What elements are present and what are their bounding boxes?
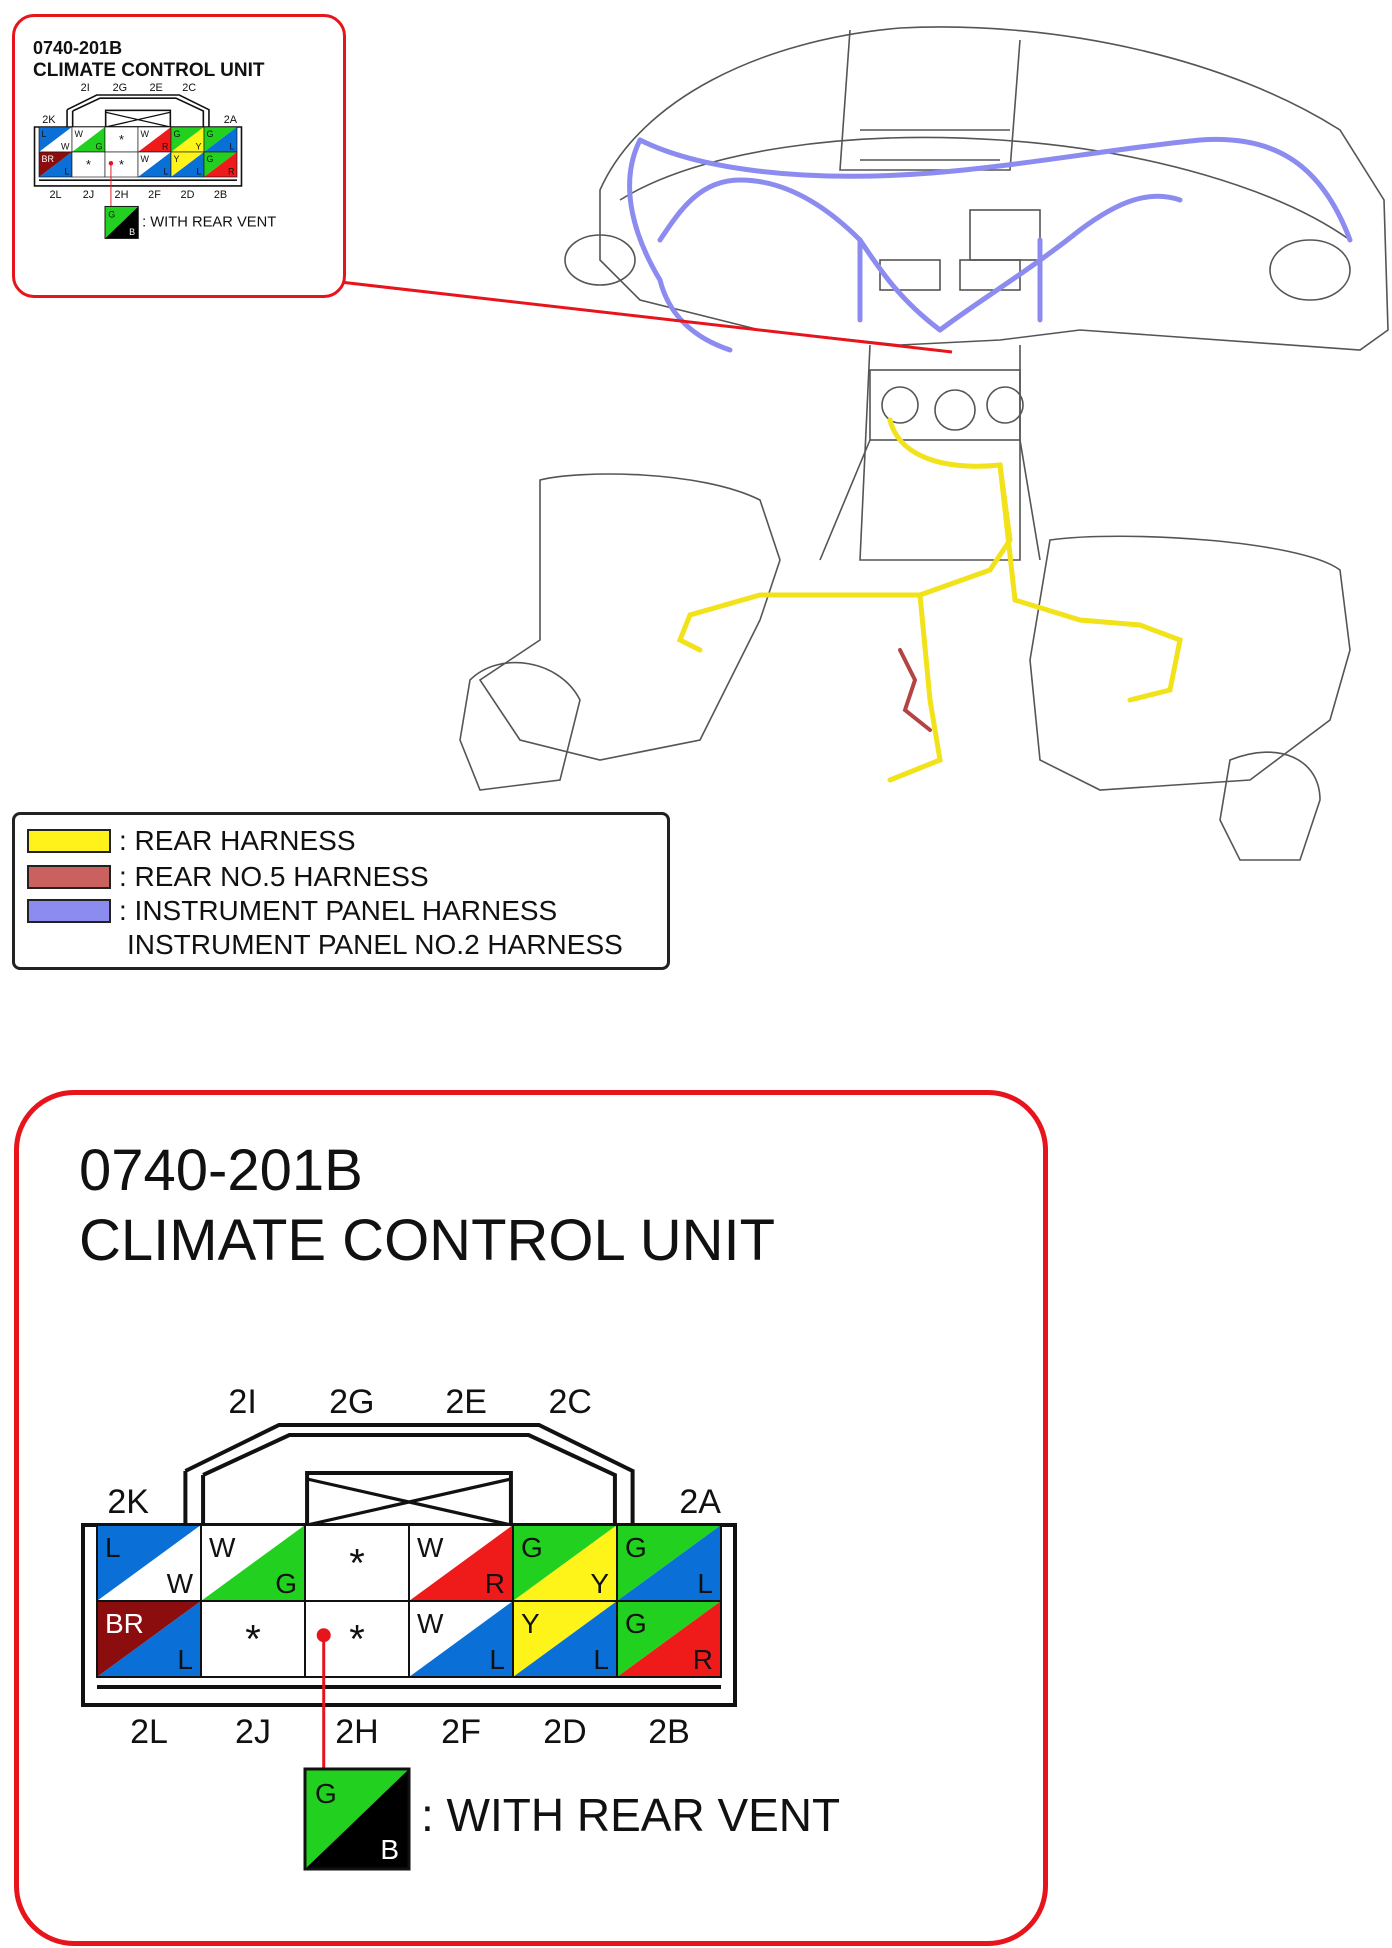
legend-swatch — [27, 899, 111, 923]
pin-unused-symbol: * — [349, 1617, 365, 1662]
connector-pin — [204, 152, 237, 177]
pin-color-top: L — [41, 129, 47, 140]
pin-unused-symbol: * — [119, 157, 124, 172]
pin-color-bottom: L — [229, 141, 235, 152]
pin-color-bottom: L — [697, 1568, 713, 1599]
pin-color-top: G — [206, 129, 214, 140]
connector-diagram-large — [19, 1095, 1043, 1941]
pin-color-top: Y — [173, 154, 180, 165]
pin-label-2k: 2K — [42, 114, 56, 127]
pin-color-top: W — [417, 1532, 444, 1563]
pin-label-bottom: 2D — [180, 189, 195, 202]
connector-title: CLIMATE CONTROL UNIT — [33, 60, 265, 81]
pin-label-2a: 2A — [223, 114, 238, 127]
pin-label-top: 2C — [548, 1383, 592, 1421]
pin-color-bottom: Y — [195, 141, 202, 152]
pin-color-top: W — [74, 129, 84, 140]
pin-color-bottom: W — [60, 141, 70, 152]
pin-label-bottom: 2H — [335, 1713, 379, 1751]
pin-color-bottom: L — [177, 1644, 193, 1675]
pin-color-bottom: G — [275, 1568, 297, 1599]
pin-label-top: 2E — [445, 1383, 487, 1421]
pin-color-bottom: R — [692, 1644, 713, 1675]
pin-color-bottom: L — [196, 166, 202, 177]
pin-color-top: G — [521, 1532, 543, 1563]
connector-pin — [204, 127, 237, 152]
pin-label-top: 2C — [182, 82, 197, 95]
pin-color-top: G — [625, 1608, 647, 1639]
pin-color-top: G — [108, 209, 116, 220]
pin-label-bottom: 2J — [82, 189, 95, 202]
pin-label-top: 2G — [329, 1383, 375, 1421]
pin-label-bottom: 2L — [130, 1713, 168, 1751]
connector-diagram-small — [15, 17, 343, 295]
pin-label-bottom: 2L — [49, 189, 62, 202]
pin-label-bottom: 2F — [441, 1713, 481, 1751]
pin-label-bottom: 2J — [235, 1713, 271, 1751]
pin-color-top: Y — [521, 1608, 540, 1639]
connector-pin — [305, 1525, 409, 1601]
pin-label-bottom: 2B — [648, 1713, 690, 1751]
pin-unused-symbol: * — [119, 132, 124, 147]
connector-pin — [39, 127, 72, 152]
pin-label-bottom: 2B — [213, 189, 228, 202]
connector-pin — [409, 1525, 513, 1601]
connector-pin — [513, 1601, 617, 1677]
pin-label-top: 2I — [80, 82, 90, 95]
rear-vent-label: : WITH REAR VENT — [142, 214, 277, 231]
pin-color-bottom: L — [163, 166, 169, 177]
pin-color-bottom: R — [484, 1568, 505, 1599]
pin-color-top: W — [417, 1608, 444, 1639]
pin-color-top: BR — [105, 1608, 144, 1639]
connector-pin — [201, 1525, 305, 1601]
connector-pin — [72, 127, 105, 152]
pin-color-top: W — [209, 1532, 236, 1563]
legend-label: : REAR HARNESS — [119, 825, 356, 856]
pin-color-top: G — [625, 1532, 647, 1563]
connector-pin — [138, 152, 171, 177]
connector-callout-small — [12, 14, 346, 298]
pin-label-2k: 2K — [107, 1483, 149, 1521]
connector-callout-large — [14, 1090, 1048, 1946]
connector-code: 0740-201B — [33, 38, 123, 58]
connector-pin — [105, 127, 138, 152]
pin-label-top: 2G — [112, 82, 128, 95]
connector-pin — [171, 127, 204, 152]
pin-color-bottom: L — [489, 1644, 505, 1675]
connector-title-large: CLIMATE CONTROL UNIT — [79, 1208, 776, 1273]
pin-color-top: G — [173, 129, 181, 140]
pin-label-bottom: 2H — [114, 189, 129, 202]
pin-color-bottom: G — [95, 141, 103, 152]
pin-color-bottom: L — [593, 1644, 609, 1675]
pin-label-bottom: 2D — [543, 1713, 587, 1751]
legend-label: : REAR NO.5 HARNESS — [119, 861, 429, 892]
pin-color-bottom: B — [129, 227, 136, 238]
connector-pin — [171, 152, 204, 177]
pin-color-top: L — [105, 1532, 121, 1563]
legend-label: : INSTRUMENT PANEL HARNESS — [119, 895, 558, 926]
pin-color-top: W — [140, 129, 150, 140]
connector-pin — [617, 1601, 721, 1677]
legend-swatch — [27, 829, 111, 853]
harness-legend — [12, 812, 670, 970]
connector-pin — [97, 1601, 201, 1677]
pin-color-top: G — [315, 1778, 337, 1809]
pin-color-top: BR — [41, 154, 54, 165]
pin-label-bottom: 2F — [148, 189, 161, 202]
rear-vent-pin — [105, 206, 138, 238]
legend-item-rear-harness — [27, 825, 356, 857]
legend-label-ip-no2: INSTRUMENT PANEL NO.2 HARNESS — [127, 929, 623, 960]
connector-pin — [201, 1601, 305, 1677]
pin-color-bottom: Y — [590, 1568, 609, 1599]
connector-pin — [39, 152, 72, 177]
rear-vent-label: : WITH REAR VENT — [421, 1789, 841, 1841]
connector-pin — [409, 1601, 513, 1677]
pin-color-bottom: R — [161, 141, 169, 152]
connector-pin — [97, 1525, 201, 1601]
connector-pin — [513, 1525, 617, 1601]
pin-color-bottom: B — [380, 1834, 399, 1865]
connector-pin — [72, 152, 105, 177]
pin-label-2a: 2A — [679, 1483, 721, 1521]
connector-code-large: 0740-201B — [79, 1138, 363, 1203]
pin-unused-symbol: * — [349, 1541, 365, 1586]
pin-unused-symbol: * — [245, 1617, 261, 1662]
legend-swatch — [27, 865, 111, 889]
pin-color-top: G — [206, 154, 214, 165]
connector-pin — [138, 127, 171, 152]
legend-item-instrument-panel-harness — [27, 895, 557, 927]
pin-color-bottom: W — [166, 1568, 193, 1599]
pin-color-bottom: R — [227, 166, 235, 177]
legend-item-rear-no5-harness — [27, 861, 429, 893]
pin-unused-symbol: * — [86, 157, 91, 172]
pin-label-top: 2E — [149, 82, 163, 95]
pin-label-top: 2I — [228, 1383, 257, 1421]
pin-color-top: W — [140, 154, 150, 165]
pin-color-bottom: L — [64, 166, 70, 177]
connector-pin — [617, 1525, 721, 1601]
rear-vent-pin — [305, 1769, 409, 1869]
